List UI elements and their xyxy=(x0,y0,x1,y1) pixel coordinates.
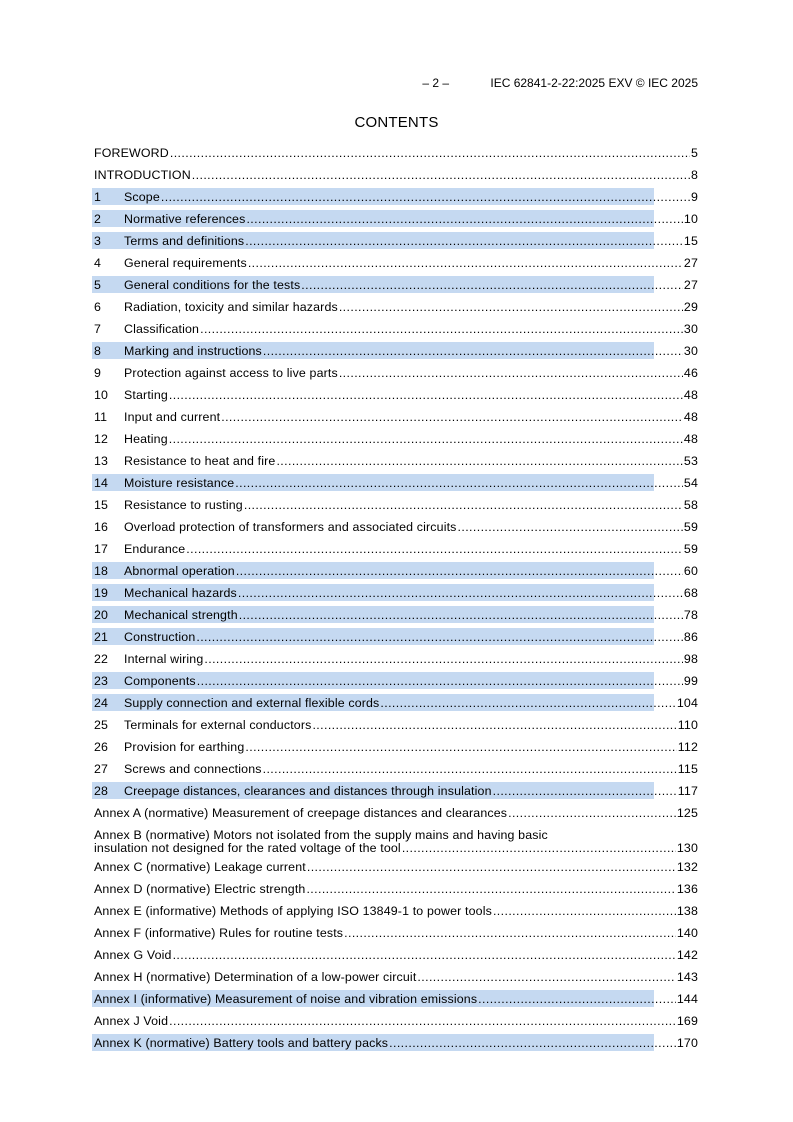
dot-leader xyxy=(344,925,676,941)
dot-leader xyxy=(192,167,690,183)
toc-entry-page: 142 xyxy=(676,948,698,962)
dot-leader xyxy=(478,991,676,1007)
toc-entry[interactable] xyxy=(94,230,698,252)
toc-entry-title: Resistance to heat and fire xyxy=(124,454,276,468)
toc-entry-title: Protection against access to live parts xyxy=(124,366,338,380)
toc-entry[interactable] xyxy=(94,406,698,428)
dot-leader xyxy=(307,859,676,875)
toc-entry-page: 27 xyxy=(683,256,698,270)
dot-leader xyxy=(170,145,690,161)
toc-entry-number: 23 xyxy=(94,674,109,688)
toc-entry-title: Annex C (normative) Leakage current xyxy=(94,860,306,874)
dot-leader xyxy=(197,673,683,689)
toc-entry-title: Endurance xyxy=(124,542,186,556)
toc-entry-title: Abnormal operation xyxy=(124,564,235,578)
page-header xyxy=(94,76,698,92)
dot-leader xyxy=(236,563,683,579)
toc-entry-page: 132 xyxy=(676,860,698,874)
toc-entry-title: Starting xyxy=(124,388,168,402)
dot-leader xyxy=(339,299,683,315)
toc-entry-title: Annex J Void xyxy=(94,1014,169,1028)
toc-entry-page: 30 xyxy=(683,344,698,358)
dot-leader xyxy=(417,969,675,985)
toc-entry[interactable] xyxy=(94,208,698,230)
dot-leader xyxy=(245,233,683,249)
toc-entry-page: 59 xyxy=(683,542,698,556)
toc-entry-number: 21 xyxy=(94,630,109,644)
dot-leader xyxy=(196,629,683,645)
toc-entry-number: 17 xyxy=(94,542,109,556)
dot-leader xyxy=(244,497,683,513)
toc-entry-page: 125 xyxy=(676,806,698,820)
toc-entry[interactable] xyxy=(94,604,698,626)
toc-entry[interactable] xyxy=(94,648,698,670)
toc-entry-title: Input and current xyxy=(124,410,221,424)
dot-leader xyxy=(263,761,677,777)
toc-entry-number: 9 xyxy=(94,366,102,380)
dot-leader xyxy=(235,475,683,491)
toc-entry-title: General requirements xyxy=(124,256,247,270)
dot-leader xyxy=(312,717,676,733)
dot-leader xyxy=(200,321,683,337)
toc-entry-title: INTRODUCTION xyxy=(94,168,191,182)
toc-entry-number: 27 xyxy=(94,762,109,776)
toc-entry-title: Annex A (normative) Measurement of creepage distances and clearances xyxy=(94,806,508,820)
toc-entry-page: 98 xyxy=(683,652,698,666)
toc-entry-title: Mechanical strength xyxy=(124,608,238,622)
toc-entry-title: Components xyxy=(124,674,196,688)
toc-entry-title: Normative references xyxy=(124,212,246,226)
toc-entry-page: 46 xyxy=(683,366,698,380)
toc-entry-title: Terminals for external conductors xyxy=(124,718,312,732)
toc-entry-number: 20 xyxy=(94,608,109,622)
toc-entry-title: Annex G Void xyxy=(94,948,172,962)
toc-entry-page: 58 xyxy=(683,498,698,512)
dot-leader xyxy=(204,651,683,667)
dot-leader xyxy=(169,387,683,403)
toc-entry-number: 2 xyxy=(94,212,102,226)
toc-entry-title: Radiation, toxicity and similar hazards xyxy=(124,300,338,314)
toc-entry-page: 130 xyxy=(676,841,698,855)
toc-entry-title: Annex I (informative) Measurement of noise and vibration emissions xyxy=(94,992,478,1006)
toc-entry-number: 12 xyxy=(94,432,109,446)
toc-entry-title: Annex D (normative) Electric strength xyxy=(94,882,306,896)
dot-leader xyxy=(221,409,683,425)
toc-entry-title: FOREWORD xyxy=(94,146,169,160)
toc-entry-title: Screws and connections xyxy=(124,762,262,776)
dot-leader xyxy=(458,519,683,535)
toc-entry[interactable] xyxy=(94,670,698,692)
toc-entry[interactable] xyxy=(94,758,698,780)
toc-entry-number: 25 xyxy=(94,718,109,732)
dot-leader xyxy=(508,805,676,821)
toc-entry[interactable] xyxy=(94,988,698,1010)
contents-title: CONTENTS xyxy=(354,114,439,131)
toc-entry-text-line1: Annex B (normative) Motors not isolated from the supply mains and having basic xyxy=(94,828,548,842)
toc-entry-page: 140 xyxy=(676,926,698,940)
toc-entry[interactable] xyxy=(94,384,698,406)
toc-entry[interactable] xyxy=(94,714,698,736)
toc-entry-title: Provision for earthing xyxy=(124,740,245,754)
toc-entry-page: 138 xyxy=(676,904,698,918)
toc-entry[interactable] xyxy=(94,428,698,450)
toc-entry-title: General conditions for the tests xyxy=(124,278,301,292)
dot-leader xyxy=(246,211,682,227)
document-reference: IEC 62841-2-22:2025 EXV © IEC 2025 xyxy=(490,76,698,90)
toc-entry[interactable] xyxy=(94,626,698,648)
dot-leader xyxy=(276,453,682,469)
toc-entry-number: 11 xyxy=(94,410,108,424)
toc-entry[interactable] xyxy=(94,780,698,802)
toc-entry[interactable] xyxy=(94,252,698,274)
dot-leader xyxy=(173,947,676,963)
toc-entry-title: Mechanical hazards xyxy=(124,586,237,600)
toc-entry[interactable] xyxy=(94,966,698,988)
toc-entry-page: 27 xyxy=(683,278,698,292)
toc-entry-title: Terms and definitions xyxy=(124,234,245,248)
toc-entry-title: Annex F (informative) Rules for routine tests xyxy=(94,926,344,940)
toc-entry-page: 48 xyxy=(683,388,698,402)
toc-entry-page: 143 xyxy=(676,970,698,984)
toc-entry-page: 10 xyxy=(683,212,698,226)
toc-entry-page: 59 xyxy=(683,520,698,534)
toc-entry-number: 26 xyxy=(94,740,109,754)
dot-leader xyxy=(169,1013,676,1029)
toc-entry-page: 117 xyxy=(677,784,698,798)
dot-leader xyxy=(186,541,683,557)
toc-entry[interactable] xyxy=(94,538,698,560)
toc-entry-page: 170 xyxy=(676,1036,698,1050)
toc-entry[interactable] xyxy=(94,472,698,494)
dot-leader xyxy=(248,255,683,271)
toc-entry-number: 1 xyxy=(94,190,102,204)
toc-entry-title: Supply connection and external flexible cords xyxy=(124,696,380,710)
dot-leader xyxy=(245,739,676,755)
toc-entry-page: 110 xyxy=(677,718,698,732)
toc-entry[interactable] xyxy=(94,878,698,900)
toc-entry-page: 112 xyxy=(677,740,698,754)
toc-entry[interactable] xyxy=(94,186,698,208)
toc-entry-number: 3 xyxy=(94,234,102,248)
toc-entry-title: Overload protection of transformers and associated circuits xyxy=(124,520,457,534)
toc-entry-number: 13 xyxy=(94,454,109,468)
toc-entry[interactable] xyxy=(94,450,698,472)
dot-leader xyxy=(339,365,683,381)
toc-entry-number: 16 xyxy=(94,520,109,534)
toc-entry-title: insulation not designed for the rated voltage of the tool xyxy=(94,841,401,855)
toc-entry[interactable] xyxy=(94,340,698,362)
toc-entry-title: Moisture resistance xyxy=(124,476,235,490)
toc-entry-title: Classification xyxy=(124,322,200,336)
toc-entry[interactable] xyxy=(94,582,698,604)
table-of-contents xyxy=(94,142,698,1054)
toc-entry[interactable] xyxy=(94,802,698,824)
toc-entry-number: 24 xyxy=(94,696,109,710)
toc-entry-number: 5 xyxy=(94,278,102,292)
toc-entry-title: Construction xyxy=(124,630,196,644)
dot-leader xyxy=(306,881,675,897)
toc-entry-page: 54 xyxy=(683,476,698,490)
toc-entry-title: Marking and instructions xyxy=(124,344,262,358)
dot-leader xyxy=(263,343,683,359)
toc-entry-title: Scope xyxy=(124,190,160,204)
toc-entry-title: Annex H (normative) Determination of a low-power circuit xyxy=(94,970,417,984)
toc-entry[interactable] xyxy=(94,318,698,340)
toc-entry-page: 144 xyxy=(676,992,698,1006)
toc-entry[interactable] xyxy=(94,296,698,318)
toc-entry[interactable] xyxy=(94,944,698,966)
toc-entry-page: 60 xyxy=(683,564,698,578)
toc-entry[interactable] xyxy=(94,922,698,944)
toc-entry-number: 7 xyxy=(94,322,102,336)
toc-entry[interactable] xyxy=(94,516,698,538)
toc-entry-number: 22 xyxy=(94,652,109,666)
toc-entry-number: 4 xyxy=(94,256,102,270)
toc-entry-page: 115 xyxy=(677,762,698,776)
toc-entry-page: 136 xyxy=(676,882,698,896)
toc-entry[interactable] xyxy=(94,142,698,164)
toc-entry[interactable] xyxy=(94,1010,698,1032)
toc-entry-page: 8 xyxy=(690,168,698,182)
toc-entry[interactable] xyxy=(94,900,698,922)
dot-leader xyxy=(301,277,683,293)
toc-entry-page: 9 xyxy=(690,190,698,204)
toc-entry-title: Internal wiring xyxy=(124,652,204,666)
dot-leader xyxy=(389,1035,676,1051)
toc-entry-title: Resistance to rusting xyxy=(124,498,243,512)
toc-entry-title: Annex K (normative) Battery tools and battery packs xyxy=(94,1036,389,1050)
toc-entry-page: 78 xyxy=(683,608,698,622)
toc-entry-number: 15 xyxy=(94,498,109,512)
dot-leader xyxy=(402,840,676,856)
toc-entry[interactable] xyxy=(94,692,698,714)
toc-entry-page: 104 xyxy=(676,696,698,710)
toc-entry[interactable] xyxy=(94,736,698,758)
toc-entry[interactable] xyxy=(94,274,698,296)
toc-entry-number: 8 xyxy=(94,344,102,358)
toc-entry-page: 99 xyxy=(683,674,698,688)
toc-entry[interactable] xyxy=(94,1032,698,1054)
toc-entry[interactable] xyxy=(94,362,698,384)
toc-entry-title: Annex E (informative) Methods of applying ISO 13849-1 to power tools xyxy=(94,904,492,918)
dot-leader xyxy=(239,607,683,623)
toc-entry-page: 48 xyxy=(683,410,698,424)
toc-entry[interactable] xyxy=(94,494,698,516)
toc-entry-number: 6 xyxy=(94,300,102,314)
dot-leader xyxy=(169,431,683,447)
toc-entry-title: Heating xyxy=(124,432,168,446)
dot-leader xyxy=(380,695,675,711)
dot-leader xyxy=(161,189,690,205)
dot-leader xyxy=(493,783,677,799)
toc-entry-page: 5 xyxy=(690,146,698,160)
toc-entry[interactable] xyxy=(94,560,698,582)
dot-leader xyxy=(493,903,676,919)
toc-entry-page: 48 xyxy=(683,432,698,446)
toc-entry-page: 15 xyxy=(683,234,698,248)
toc-entry-page: 169 xyxy=(676,1014,698,1028)
toc-entry[interactable] xyxy=(94,856,698,878)
toc-entry-number: 18 xyxy=(94,564,109,578)
toc-entry-page: 29 xyxy=(683,300,698,314)
toc-entry-number: 14 xyxy=(94,476,109,490)
toc-entry-page: 30 xyxy=(683,322,698,336)
toc-entry-title: Creepage distances, clearances and distances through insulation xyxy=(124,784,492,798)
dot-leader xyxy=(238,585,683,601)
toc-entry-number: 10 xyxy=(94,388,109,402)
toc-entry-number: 28 xyxy=(94,784,109,798)
toc-entry[interactable] xyxy=(94,824,698,856)
toc-entry-page: 68 xyxy=(683,586,698,600)
toc-entry-number: 19 xyxy=(94,586,109,600)
toc-entry-page: 53 xyxy=(683,454,698,468)
toc-entry-page: 86 xyxy=(683,630,698,644)
toc-entry[interactable] xyxy=(94,164,698,186)
page-number: – 2 – xyxy=(422,76,450,90)
